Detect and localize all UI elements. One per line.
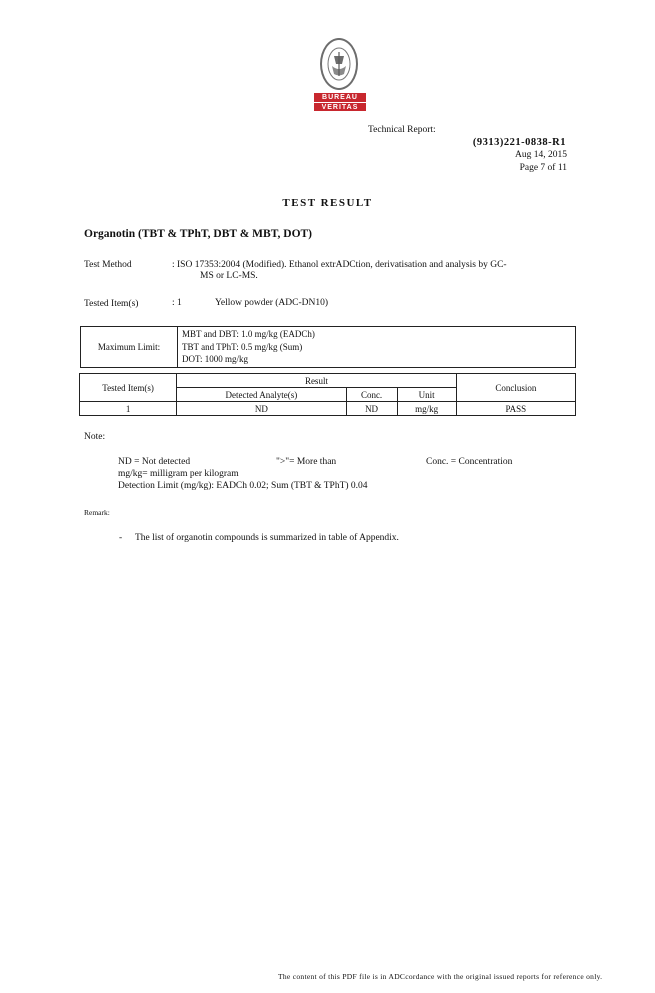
table-row (80, 402, 576, 416)
tested-item-description: Yellow powder (ADC-DN10) (215, 298, 329, 308)
maximum-limit-table (80, 326, 576, 368)
limit-line-mbt-dbt: MBT and DBT: 1.0 mg/kg (EADCh) (182, 329, 315, 339)
header-result: Result (177, 374, 457, 388)
report-label: Technical Report: (368, 125, 436, 135)
maximum-limit-label: Maximum Limit: (81, 327, 178, 368)
cell-analyte: ND (177, 402, 346, 416)
cell-unit: mg/kg (397, 402, 456, 416)
logo-veritas-text: VERITAS (314, 102, 366, 111)
header-conclusion: Conclusion (456, 374, 575, 402)
report-date: Aug 14, 2015 (515, 150, 567, 160)
report-number: (9313)221-0838-R1 (472, 137, 566, 148)
note-more-than: ">"= More than (276, 457, 337, 467)
limit-line-dot: DOT: 1000 mg/kg (182, 354, 249, 364)
cell-conclusion: PASS (456, 402, 575, 416)
maximum-limit-values (178, 327, 576, 368)
seal-emblem-icon (324, 42, 354, 86)
cell-item: 1 (80, 402, 177, 416)
test-method-label: Test Method (84, 260, 132, 270)
remark-bullet: - (119, 533, 123, 543)
test-method-line2: MS or LC-MS. (200, 271, 258, 281)
page-title: TEST RESULT (282, 197, 373, 209)
note-detection-limit: Detection Limit (mg/kg): EADCh 0.02; Sum (TBT & TPhT) 0.04 (118, 481, 368, 491)
result-table (79, 373, 576, 416)
header-tested-item: Tested Item(s) (80, 374, 177, 402)
remark-text: The list of organotin compounds is summarized in table of Appendix. (135, 533, 399, 543)
tested-item-number: : 1 (172, 298, 182, 308)
cell-conc: ND (346, 402, 397, 416)
logo-seal (320, 38, 358, 90)
header-detected-analyte: Detected Analyte(s) (177, 388, 346, 402)
header-unit: Unit (397, 388, 456, 402)
note-label: Note: (84, 432, 106, 442)
logo-bureau-text: BUREAU (314, 93, 366, 102)
remark-label: Remark: (84, 508, 110, 517)
note-nd: ND = Not detected (118, 457, 191, 467)
test-method-line1: : ISO 17353:2004 (Modified). Ethanol extrADCtion, derivatisation and analysis by GC- (172, 260, 507, 270)
section-title: Organotin (TBT & TPhT, DBT & MBT, DOT) (84, 228, 313, 240)
footer-disclaimer: The content of this PDF file is in ADCcordance with the original issued reports for reference only. (278, 972, 603, 981)
note-mgkg: mg/kg= milligram per kilogram (118, 469, 239, 479)
page-number: Page 7 of 11 (519, 163, 567, 173)
note-conc: Conc. = Concentration (426, 457, 513, 467)
header-conc: Conc. (346, 388, 397, 402)
limit-line-tbt-tpht: TBT and TPhT: 0.5 mg/kg (Sum) (182, 341, 303, 352)
tested-item-label: Tested Item(s) (84, 299, 139, 309)
bureau-veritas-logo (312, 38, 368, 112)
